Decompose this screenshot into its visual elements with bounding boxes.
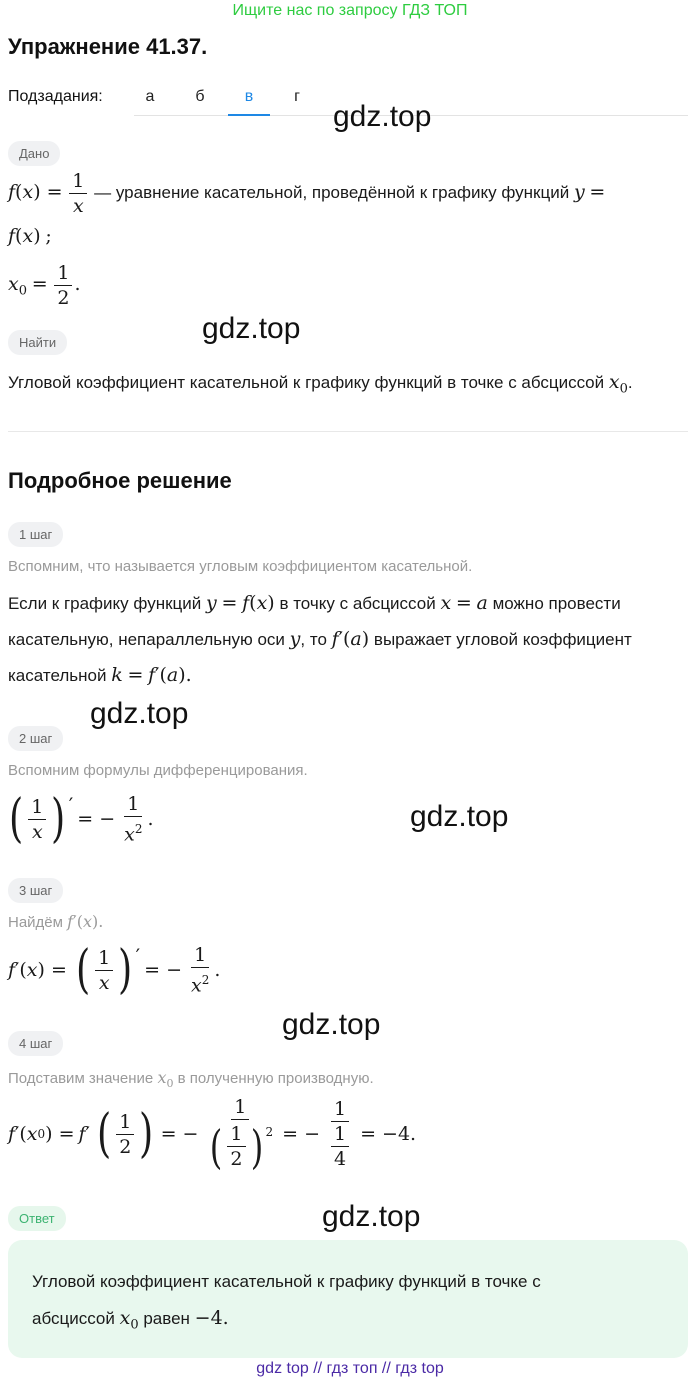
given-line-2: f(x) ; — [8, 225, 52, 247]
watermark: gdz.top — [282, 1008, 381, 1041]
find-badge — [8, 330, 67, 355]
given-line-1: f(x) = $\frac{1}{x}$ — уравнение касательной, проведённой к графику функций y = — [8, 170, 606, 217]
watermark: gdz.top — [202, 312, 301, 345]
fraction-1-over-2: $\frac{1}{2}$ — [54, 262, 72, 309]
step-2-hint: Вспомним формулы дифференцирования. — [8, 762, 308, 779]
answer-box — [8, 1240, 688, 1358]
given-text: — уравнение касательной, проведённой к графику функций — [94, 182, 570, 202]
find-line: Угловой коэффициент касательной к графику функций в точке с абсцисcой $x_0$. — [8, 371, 633, 397]
answer-pill: Ответ — [8, 1206, 66, 1231]
step-1-pill: 1 шаг — [8, 522, 63, 547]
step-1-line-1: Если к графику функций y = f(x) в точку с абсциссой x = a можно провести — [8, 592, 621, 614]
tab-a[interactable]: а — [145, 88, 155, 105]
solution-title: Подробное решение — [8, 468, 232, 493]
step-2-badge — [8, 726, 63, 751]
watermark: gdz.top — [410, 800, 509, 833]
search-banner[interactable]: Ищите нас по запросу ГДЗ ТОП — [232, 2, 468, 19]
fraction-1-over-x: $\frac{1}{x}$ — [69, 170, 87, 217]
watermark: gdz.top — [90, 697, 189, 730]
step-1-line-3: касательной k = f′(a). — [8, 664, 192, 686]
find-text: Угловой коэффициент касательной к графику функций в точке с абсцисcой — [8, 373, 605, 392]
step-1-line-2: касательную, непараллельную оси y, то f′(a) выражает угловой коэффициент — [8, 628, 632, 650]
watermark: gdz.top — [333, 100, 432, 133]
subtasks-label: Подзадания: — [8, 88, 103, 105]
section-divider — [8, 431, 688, 432]
find-pill: Найти — [8, 330, 67, 355]
step-3-pill: 3 шаг — [8, 878, 63, 903]
given-badge — [8, 141, 60, 166]
step-4-hint: Подставим значение $x_0$ в полученную производную. — [8, 1068, 374, 1090]
tab-b[interactable]: б — [195, 88, 205, 105]
tab-v[interactable]: в — [228, 86, 270, 116]
step-4-formula: f ′( x 0 ) = f ′ ( $\frac{1}{2}$ ) = − 1 ( $\frac{1}{2}$ ) $^2$ = − $\frac{1}{\frac{1}{4}}$ = −4. — [8, 1095, 417, 1174]
answer-badge — [8, 1206, 66, 1231]
step-3-formula: f ′( x ) = ( $\frac{1}{x}$ ) ′ = − $\frac{1}{x^2}$ . — [8, 940, 221, 1000]
step-3-badge — [8, 878, 63, 903]
step-2-pill: 2 шаг — [8, 726, 63, 751]
given-line-3: $x_0$ = $\frac{1}{2}$ . — [8, 262, 81, 309]
step-3-hint: Найдём f′(x). — [8, 912, 104, 931]
step-1-hint: Вспомним, что называется угловым коэффициентом касательной. — [8, 558, 473, 575]
footer-links[interactable]: gdz top // гдз топ // гдз top — [256, 1360, 444, 1377]
step-4-badge — [8, 1031, 63, 1056]
tab-g[interactable]: г — [294, 88, 300, 105]
answer-text: Угловой коэффициент касательной к графику функций в точке с абсциссой $x_0$ равен −4. — [32, 1272, 541, 1333]
step-1-badge — [8, 522, 63, 547]
step-2-formula: ( $\frac{1}{x}$ ) ′ = − $\frac{1}{x^2}$ . — [9, 789, 154, 849]
exercise-title: Упражнение 41.37. — [8, 34, 208, 59]
given-pill: Дано — [8, 141, 60, 166]
step-4-pill: 4 шаг — [8, 1031, 63, 1056]
watermark: gdz.top — [322, 1200, 421, 1233]
